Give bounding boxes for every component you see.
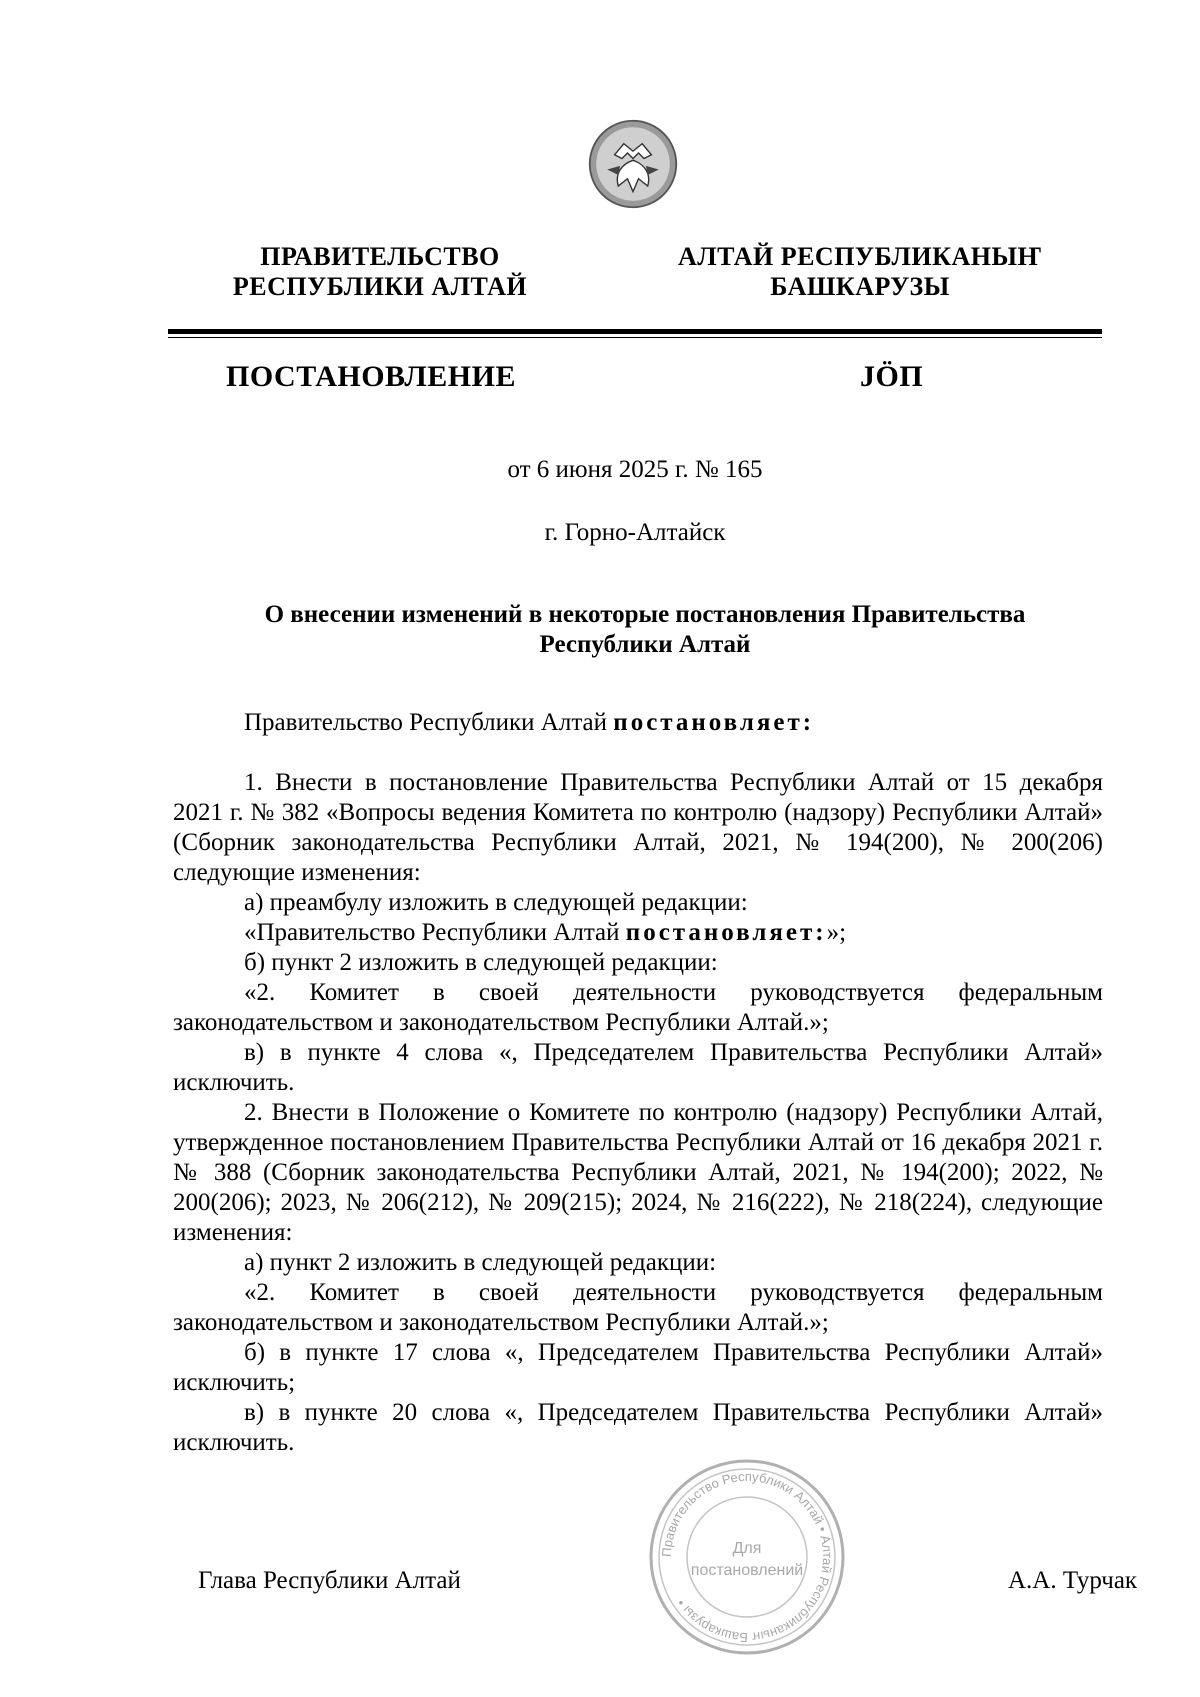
quote-before: «Правительство Республики Алтай [244, 919, 626, 946]
stamp-ring-text: Правительство Республики Алтай • Алтай Республиканыҥ Башкарузы • [658, 1468, 836, 1646]
paragraph: 1. Внести в постановление Правительства Республики Алтай от 15 декабря 2021 г. № 382 «Вопросы ведения Комитета по контролю (надзору) Республики Алтай» (Сборник законодательства Республики Алтай, 2021, № 194(200), № 200(206) следующие изменения: [173, 769, 1103, 886]
header-rule-thin [168, 337, 1102, 338]
document-city: г. Горно-Алтайск [544, 519, 726, 546]
paragraph: в) в пункте 4 слова «, Председателем Правительства Республики Алтай» исключить. [173, 1039, 1103, 1096]
preamble-text: Правительство Республики Алтай [244, 709, 614, 736]
document-date: от 6 июня 2025 г. № 165 [507, 456, 763, 483]
document-body [173, 708, 1103, 1458]
quote-after: »; [826, 919, 847, 946]
quote-decree-word: постановляет: [625, 919, 827, 946]
header-alt-line2: БАШКАРУЗЫ [770, 272, 950, 301]
decree-word: постановляет: [613, 709, 815, 736]
doc-type-ru: ПОСТАНОВЛЕНИЕ [226, 360, 516, 393]
paragraph [173, 918, 1103, 948]
header-ru-line1: ПРАВИТЕЛЬСТВО [260, 242, 500, 271]
preamble [173, 708, 1103, 738]
paragraph: а) пункт 2 изложить в следующей редакции: [244, 1249, 717, 1276]
stamp-center-line1: Для [732, 1540, 762, 1557]
signatory-position: Глава Республики Алтай [198, 1567, 461, 1594]
document-title: О внесении изменений в некоторые постановления Правительства Республики Алтай [264, 601, 1026, 658]
header-ru [170, 242, 590, 302]
signatory-name: А.А. Турчак [1008, 1567, 1138, 1594]
header-ru-line2: РЕСПУБЛИКИ АЛТАЙ [232, 272, 528, 301]
header-alt-line1: АЛТАЙ РЕСПУБЛИКАНЫҤ [678, 242, 1042, 271]
paragraph: «2. Комитет в своей деятельности руководствуется федеральным законодательством и законодательством Республики Алтай.»; [173, 1279, 1103, 1336]
svg-text:Правительство Республики Алтай [659, 1469, 835, 1645]
header-alt [650, 242, 1070, 302]
paragraph: в) в пункте 20 слова «, Председателем Правительства Республики Алтай» исключить. [173, 1399, 1103, 1456]
coat-of-arms-icon [587, 118, 679, 210]
doc-type-alt: JӦП [860, 360, 924, 393]
paragraph: 2. Внести в Положение о Комитете по контролю (надзору) Республики Алтай, утвержденное постановлением Правительства Республики Алтай от 16 декабря 2021 г. № 388 (Сборник законодательства Республики Алтай, 2021, № 194(200); 2022, № 200(206); 2023, № 206(212), № 209(215); 2024, № 216(222), № 218(224), следующие изменения: [173, 1099, 1103, 1246]
paragraph: «2. Комитет в своей деятельности руководствуется федеральным законодательством и законодательством Республики Алтай.»; [173, 979, 1103, 1036]
official-stamp [647, 1457, 847, 1657]
header-rule-thick [168, 329, 1102, 334]
paragraph: а) преамбулу изложить в следующей редакции: [244, 889, 748, 916]
stamp-center-line2: постановлений [690, 1562, 804, 1579]
paragraph: б) пункт 2 изложить в следующей редакции: [244, 949, 718, 976]
paragraph: б) в пункте 17 слова «, Председателем Правительства Республики Алтай» исключить; [173, 1339, 1103, 1396]
